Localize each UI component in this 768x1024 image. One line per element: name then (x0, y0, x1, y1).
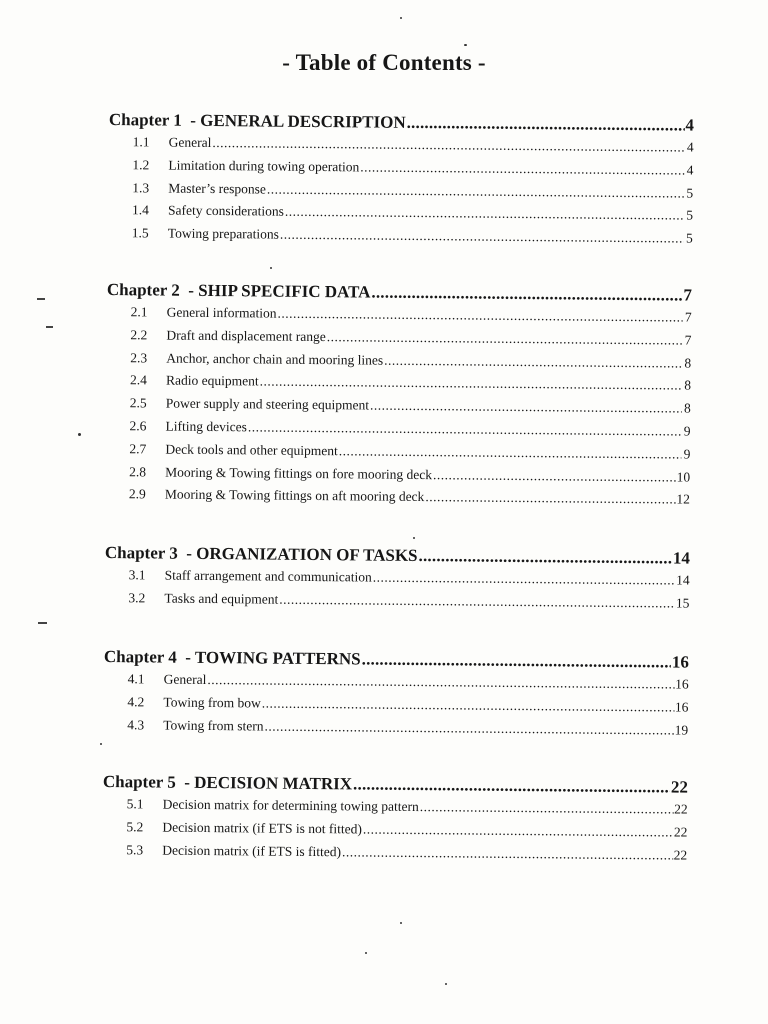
section-title: General information (166, 304, 277, 321)
dot-leader (373, 570, 676, 589)
section-title: Tasks and equipment (164, 590, 279, 607)
section-page-number: 10 (676, 469, 691, 485)
section-title: Safety considerations (167, 202, 284, 220)
chapter-1 (108, 110, 694, 254)
chapter-label: Chapter 5 (102, 772, 176, 792)
section-title: Deck tools and other equipment (165, 441, 338, 459)
chapter-title: - ORGANIZATION OF TASKS (186, 543, 418, 566)
section-page-number: 22 (674, 801, 688, 817)
section-page-number: 19 (674, 722, 689, 738)
section-page-number: 14 (676, 572, 690, 588)
section-page-number: 4 (686, 139, 694, 155)
scan-speck (270, 267, 272, 269)
scan-speck (100, 743, 102, 745)
section-title: Power supply and steering equipment (165, 395, 370, 413)
dot-leader (362, 649, 671, 672)
chapter-4 (103, 647, 689, 745)
section-page-number: 5 (685, 230, 693, 246)
section-title: Decision matrix for determining towing pattern (162, 796, 419, 815)
section-number: 1.5 (131, 225, 149, 241)
dot-leader (371, 283, 682, 306)
chapter-title: - DECISION MATRIX (184, 772, 353, 794)
section-page-number: 9 (683, 423, 691, 439)
chapter-5 (102, 772, 688, 870)
scan-speck (400, 17, 402, 19)
section-page-number: 9 (683, 446, 691, 462)
chapter-page-number: 7 (683, 285, 692, 305)
dot-leader (262, 695, 674, 715)
chapter-label: Chapter 3 (104, 543, 178, 563)
section-number: 4.2 (127, 694, 145, 710)
toc-entry[interactable] (104, 590, 689, 618)
section-number: 5.3 (126, 841, 144, 857)
dot-leader (420, 799, 674, 817)
section-title: Towing preparations (167, 225, 280, 242)
section-number: 2.9 (128, 486, 146, 502)
section-number: 2.8 (129, 463, 147, 479)
dot-leader (425, 489, 675, 507)
section-number: 3.2 (128, 590, 146, 606)
chapter-title: - GENERAL DESCRIPTION (190, 110, 406, 132)
toc-entry[interactable] (108, 225, 693, 253)
section-page-number: 5 (686, 207, 694, 224)
dot-leader (279, 591, 675, 611)
section-number: 4.3 (127, 716, 145, 732)
scan-speck (78, 433, 81, 436)
section-title: General (168, 134, 212, 150)
dot-leader (342, 844, 673, 863)
scan-speck (445, 983, 447, 985)
section-title: Mooring & Towing fittings on aft mooring deck (164, 486, 425, 505)
section-number: 2.2 (130, 327, 148, 343)
section-number: 5.1 (126, 796, 144, 812)
section-number: 2.7 (129, 441, 147, 457)
section-title: Decision matrix (if ETS is fitted) (162, 842, 342, 859)
section-number: 1.2 (132, 157, 150, 173)
dot-leader (384, 352, 682, 371)
chapter-page-number: 4 (685, 115, 694, 135)
dot-leader (353, 774, 670, 797)
section-page-number: 8 (684, 377, 692, 394)
section-page-number: 16 (675, 676, 689, 692)
dot-leader (363, 821, 673, 840)
section-title: Towing from bow (163, 694, 261, 711)
scan-mark (46, 326, 53, 328)
chapter-page-number: 22 (670, 777, 688, 797)
section-page-number: 16 (674, 699, 689, 715)
scan-mark (37, 298, 45, 300)
scan-mark (38, 622, 47, 624)
section-page-number: 8 (683, 400, 691, 416)
section-page-number: 22 (673, 847, 688, 863)
chapter-label: Chapter 2 (106, 280, 180, 300)
section-page-number: 7 (684, 332, 692, 348)
dot-leader (418, 546, 672, 568)
section-number: 2.1 (130, 304, 148, 320)
chapter-title: - TOWING PATTERNS (185, 647, 361, 669)
dot-leader (212, 135, 684, 156)
section-number: 2.5 (129, 395, 147, 411)
scan-speck (365, 952, 367, 954)
dot-leader (285, 204, 684, 224)
section-number: 2.6 (129, 418, 147, 434)
section-number: 1.1 (132, 134, 150, 150)
section-title: General (163, 671, 207, 687)
dot-leader (280, 227, 684, 247)
dot-leader (277, 306, 682, 326)
toc-entry[interactable] (102, 842, 687, 870)
section-number: 1.4 (131, 202, 149, 218)
dot-leader (207, 672, 674, 692)
section-number: 5.2 (126, 819, 144, 835)
section-title: Master’s response (168, 180, 266, 197)
dot-leader (433, 467, 676, 485)
chapter-3 (104, 543, 690, 618)
dot-leader (327, 329, 683, 348)
dot-leader (360, 159, 684, 178)
section-page-number: 15 (675, 595, 690, 611)
dot-leader (339, 443, 682, 462)
section-title: Towing from stern (163, 717, 264, 734)
section-title: Staff arrangement and communication (164, 567, 372, 585)
chapter-label: Chapter 4 (103, 647, 177, 667)
section-title: Decision matrix (if ETS is not fitted) (162, 819, 363, 837)
dot-leader (248, 419, 682, 439)
section-page-number: 8 (684, 355, 692, 371)
chapter-title: - SHIP SPECIFIC DATA (188, 280, 371, 302)
section-number: 2.4 (129, 372, 147, 388)
section-number: 1.3 (132, 179, 150, 195)
scan-speck (400, 922, 402, 924)
section-page-number: 4 (686, 162, 694, 178)
chapter-page-number: 16 (671, 652, 689, 672)
scan-speck (413, 537, 415, 539)
section-number: 3.1 (128, 567, 146, 583)
section-title: Mooring & Towing fittings on fore mooring deck (165, 464, 433, 482)
section-page-number: 5 (686, 185, 694, 201)
dot-leader (407, 113, 685, 136)
dot-leader (267, 181, 685, 201)
page-title: - Table of Contents - (282, 50, 486, 75)
section-title: Radio equipment (165, 372, 259, 389)
section-page-number: 12 (676, 491, 690, 507)
section-title: Lifting devices (165, 418, 248, 435)
toc-entry[interactable] (105, 486, 690, 514)
toc-entry[interactable] (103, 717, 688, 745)
section-number: 4.1 (127, 671, 145, 687)
section-number: 2.3 (130, 349, 148, 365)
section-page-number: 22 (673, 824, 688, 840)
chapter-page-number: 14 (672, 548, 690, 568)
section-title: Anchor, anchor chain and mooring lines (166, 350, 384, 368)
chapter-2 (105, 280, 692, 515)
chapter-label: Chapter 1 (108, 110, 182, 130)
section-page-number: 7 (684, 309, 692, 325)
dot-leader (260, 374, 683, 394)
section-title: Draft and displacement range (166, 327, 326, 344)
dot-leader (370, 398, 682, 417)
section-title: Limitation during towing operation (168, 157, 360, 175)
dot-leader (264, 718, 673, 738)
scan-speck (464, 44, 467, 46)
